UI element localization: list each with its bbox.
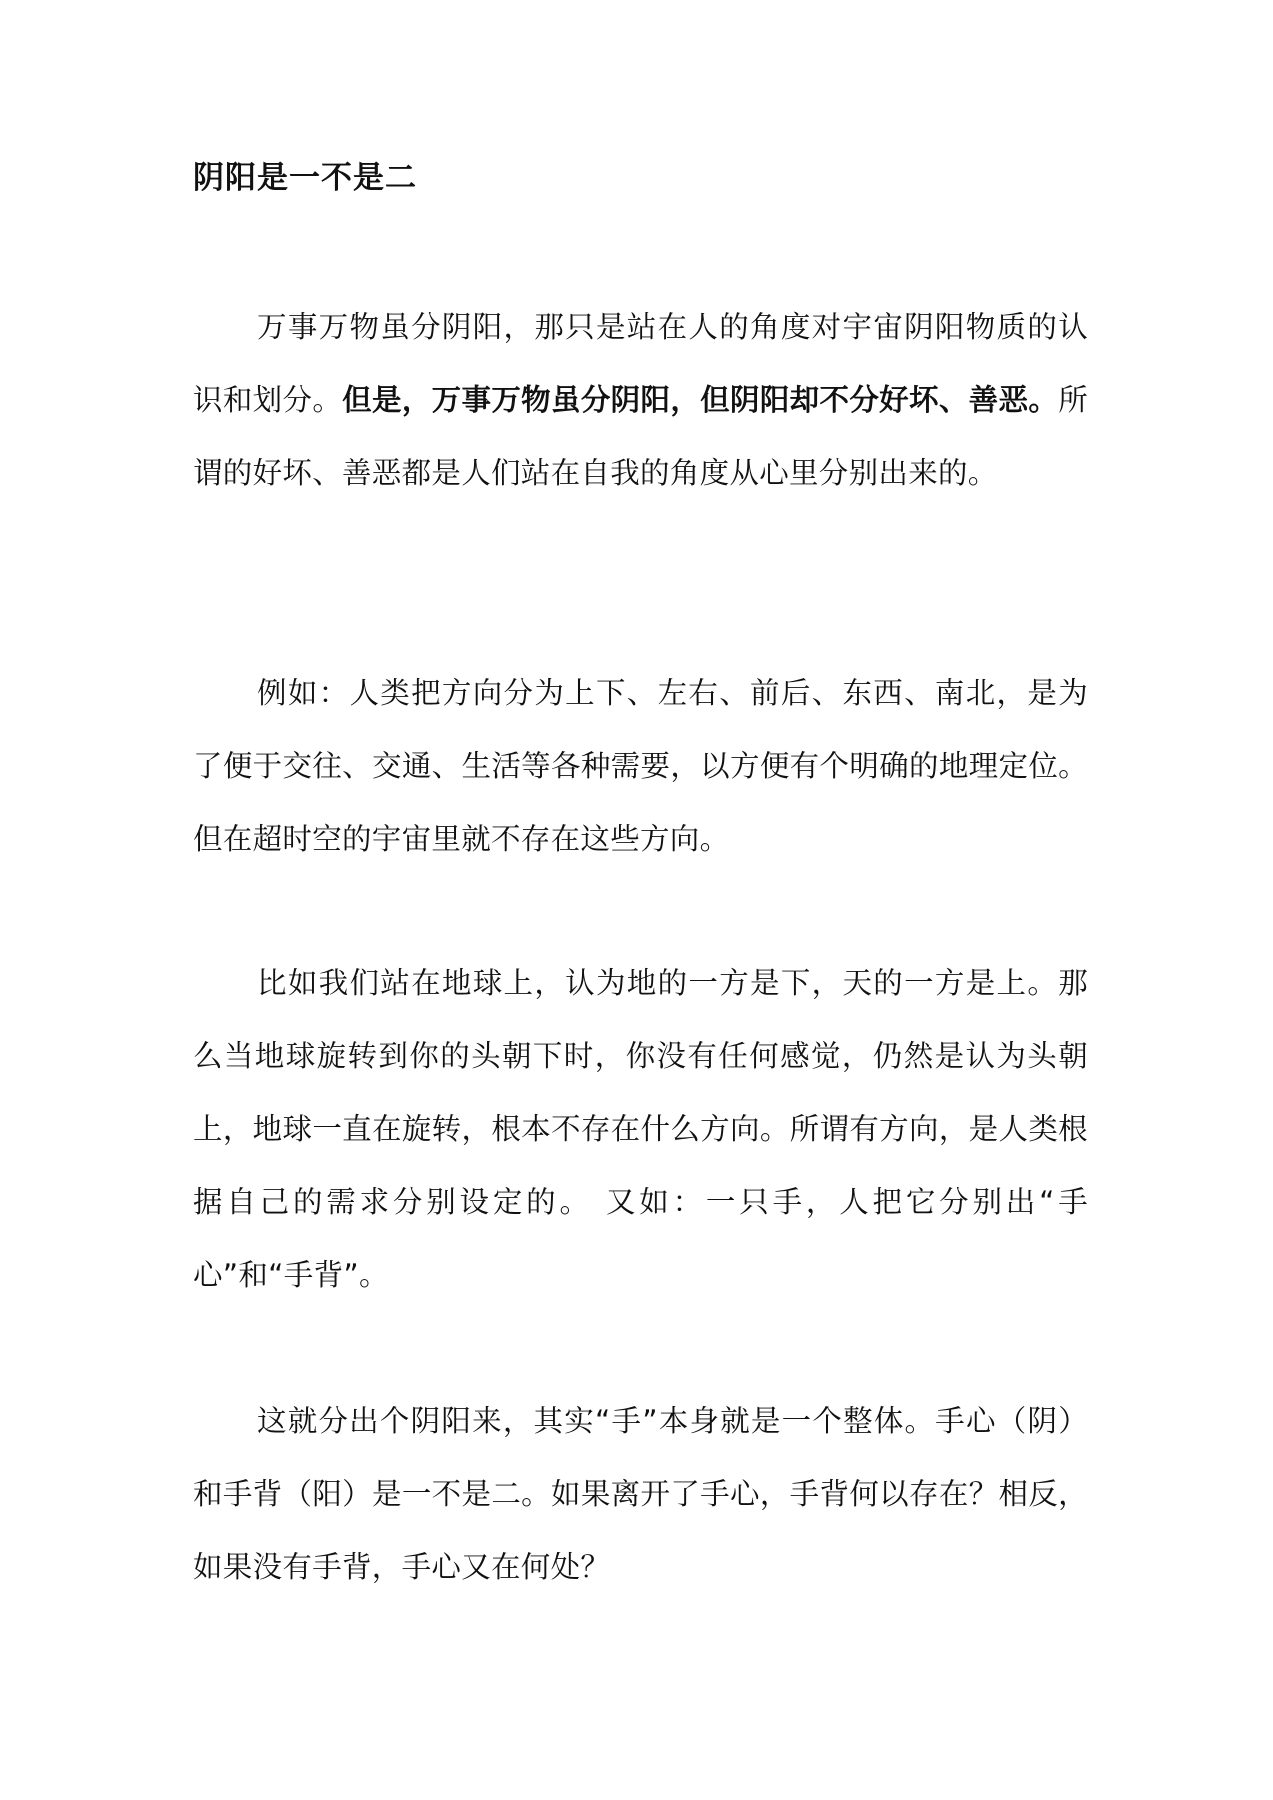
paragraph-1-text-c: 所谓的好坏、善恶都是人们站在自我的角度从心里分别出来的。	[193, 383, 1088, 490]
paragraph-1	[193, 291, 1088, 510]
paragraph-3: 比如我们站在地球上，认为地的一方是下，天的一方是上。那么当地球旋转到你的头朝下时，你没有任何感觉，仍然是认为头朝上，地球一直在旋转，根本不存在什么方向。所谓有方向，是人类根据自己的需求分别设定的。 又如：一只手，人把它分别出“手心”和“手背”。	[193, 966, 1088, 1292]
paragraph-1-bold-text: 但是，万事万物虽分阴阳，但阴阳却不分好坏、善恶。	[342, 383, 1059, 417]
paragraph-4: 这就分出个阴阳来，其实“手”本身就是一个整体。手心（阴）和手背（阳）是一不是二。如果离开了手心，手背何以存在？相反，如果没有手背，手心又在何处？	[193, 1404, 1088, 1584]
document-title: 阴阳是一不是二	[193, 160, 417, 196]
paragraph-1-text-a: 万事万物虽分阴阳，那只是站在人的角度对宇宙阴阳物质的认识和划分。	[193, 310, 1088, 417]
paragraph-2: 例如：人类把方向分为上下、左右、前后、东西、南北，是为了便于交往、交通、生活等各种需要，以方便有个明确的地理定位。但在超时空的宇宙里就不存在这些方向。	[193, 676, 1088, 856]
